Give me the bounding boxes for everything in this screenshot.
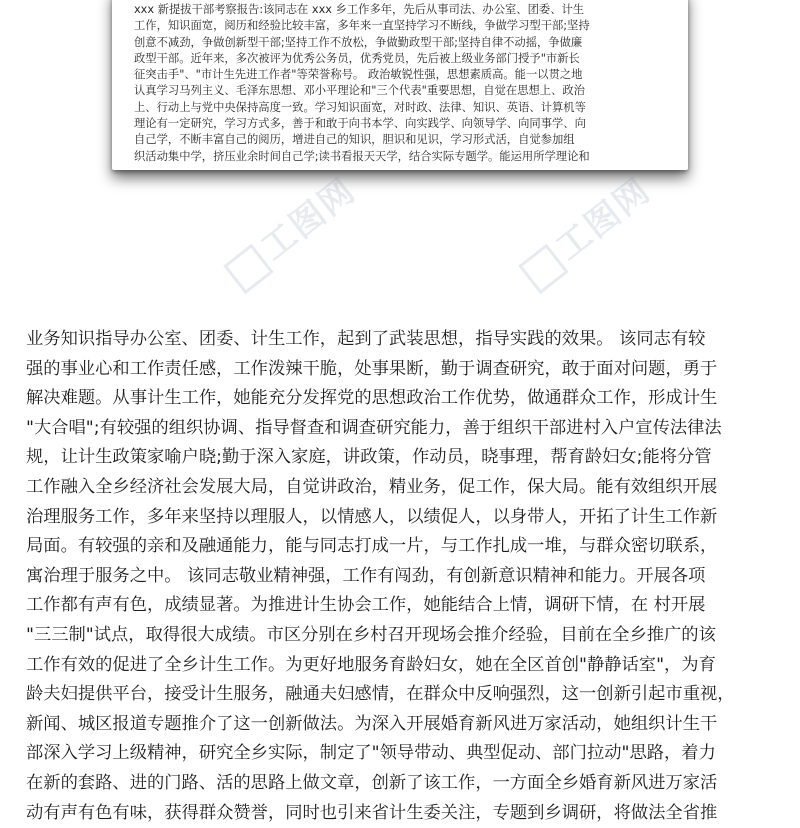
card-text-line: xxx 新提拔干部考察报告:该同志在 xxx 乡工作多年，先后从事司法、办公室、团委、计生 [134,2,654,18]
body-text-line: 寓治理于服务之中。 该同志敬业精神强，工作有闯劲，有创新意识精神和能力。开展各项 [26,562,786,592]
body-text-line: 新闻、城区报道专题推介了这一创新做法。为深入开展婚育新风进万家活动，她组织计生干 [26,710,786,740]
body-text-line: 工作都有声有色，成绩显著。为推进计生协会工作，她能结合上情，调研下情，在 村开展 [26,591,786,621]
card-text-line: 织活动集中学，挤压业余时间自己学;读书看报天天学，结合实际专题学。能运用所学理论和 [134,149,654,165]
body-text-line: 动有声有色有味，获得群众赞誉，同时也引来省计生委关注，专题到乡调研，将做法全省推 [26,799,786,828]
card-text-line: 工作，知识面宽，阅历和经验比较丰富，多年来一直坚持学习不断线，争做学习型干部;坚持 [134,18,654,34]
card-text-line: 政型干部。近年来，多次被评为优秀公务员，优秀党员，先后被上级业务部门授予"市新长 [134,51,654,67]
card-text-line: 认真学习马列主义、毛泽东思想、邓小平理论和"三个代表"重要思想，自觉在思想上、政治 [134,83,654,99]
document-body [26,325,786,828]
body-text-line: 工作融入全乡经济社会发展大局，自觉讲政治，精业务，促工作，保大局。能有效组织开展 [26,473,786,503]
body-text-line: 业务知识指导办公室、团委、计生工作，起到了武装思想，指导实践的效果。 该同志有较 [26,325,786,355]
body-text-line: 规，让计生政策家喻户晓;勤于深入家庭，讲政策，作动员，晓事理，帮育龄妇女;能将分管 [26,443,786,473]
body-text-line: 工作有效的促进了全乡计生工作。为更好地服务育龄妇女，她在全区首创"静静话室"，为育 [26,651,786,681]
card-text-line: 征突击手"、"市计生先进工作者"等荣誉称号。 政治敏锐性强，思想素质高。能一以贯之地 [134,67,654,83]
card-text-line: 自己学，不断丰富自己的阅历，增进自己的知识，胆识和见识，学习形式活，自觉参加组 [134,132,654,148]
watermark-right: 工图网 [511,164,659,295]
body-text-line: 部深入学习上级精神，研究全乡实际，制定了"领导带动、典型促动、部门拉动"思路，着力 [26,739,786,769]
card-text-line: 上、行动上与党中央保持高度一致。学习知识面宽，对时政、法律、知识、英语、计算机等 [134,100,654,116]
card-text-line: 理论有一定研究，学习方式多，善于和敢于向书本学、向实践学、向领导学、向同事学、向 [134,116,654,132]
body-text-line: 治理服务工作，多年来坚持以理服人，以情感人，以绩促人，以身带人，开拓了计生工作新 [26,503,786,533]
body-text-line: 局面。有较强的亲和及融通能力，能与同志打成一片，与工作扎成一堆，与群众密切联系， [26,532,786,562]
body-text-line: "三三制"试点，取得很大成绩。市区分别在乡村召开现场会推介经验，目前在全乡推广的该 [26,621,786,651]
top-preview-area [0,0,800,300]
body-text-line: 在新的套路、进的门路、活的思路上做文章，创新了该工作，一方面全乡婚育新风进万家活 [26,769,786,799]
card-text-line: 创意不减劲，争做创新型干部;坚持工作不放松，争做勤政型干部;坚持自律不动摇，争做廉 [134,35,654,51]
body-text-line: 强的事业心和工作责任感，工作泼辣干脆，处事果断，勤于调查研究，敢于面对问题，勇于 [26,355,786,385]
card-text [134,2,654,165]
document-preview-card [112,0,688,170]
body-text-line: 解决难题。从事计生工作，她能充分发挥党的思想政治工作优势，做通群众工作，形成计生 [26,384,786,414]
body-text-line: 龄夫妇提供平台，接受计生服务，融通夫妇感情，在群众中反响强烈，这一创新引起市重视， [26,680,786,710]
watermark-left: 工图网 [216,164,364,295]
body-text-line: "大合唱";有较强的组织协调、指导督查和调查研究能力，善于组织干部进村入户宣传法律法 [26,414,786,444]
